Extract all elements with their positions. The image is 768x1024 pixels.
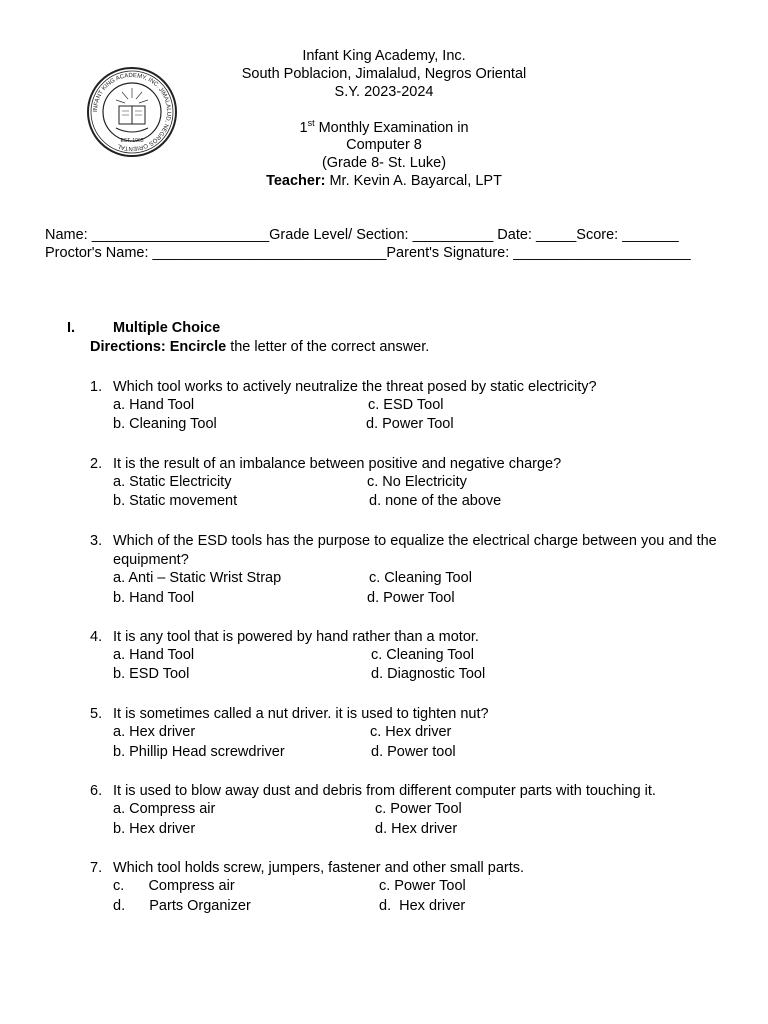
question-text: Which of the ESD tools has the purpose to equalize the electrical charge between you and the equipment?	[113, 533, 717, 568]
question-2: 2. It is the result of an imbalance between positive and negative charge?	[90, 455, 730, 474]
option: b. Static movement	[113, 493, 238, 509]
question-1: 1. Which tool works to actively neutralize the threat posed by static electricity?	[90, 378, 730, 397]
option: a. Hand Tool	[113, 397, 195, 413]
option: d. Diagnostic Tool	[371, 666, 486, 682]
svg-text:EST. 1965: EST. 1965	[120, 138, 144, 144]
option: c. Power Tool	[375, 801, 462, 817]
school-name: Infant King Academy, Inc.	[302, 48, 466, 64]
question-4: 4. It is any tool that is powered by hand rather than a motor.	[90, 628, 730, 647]
option: d. Hex driver	[375, 821, 458, 837]
option: d. none of the above	[369, 493, 502, 509]
option: d. Power Tool	[367, 590, 455, 606]
question-text: Which tool works to actively neutralize the threat posed by static electricity?	[113, 379, 597, 395]
option: a. Hex driver	[113, 724, 196, 740]
option: b. Cleaning Tool	[113, 416, 217, 432]
school-year: S.Y. 2023-2024	[334, 84, 434, 100]
option: c. No Electricity	[367, 474, 467, 490]
student-info-line: Name: ______________________Grade Level/ Section: __________ Date: _____Score: _______	[45, 227, 679, 243]
exam-subject: Computer 8	[346, 137, 422, 153]
grade-section: (Grade 8- St. Luke)	[321, 155, 447, 171]
teacher-line: Teacher: Mr. Kevin A. Bayarcal, LPT	[266, 173, 502, 189]
option: c. Cleaning Tool	[371, 647, 474, 663]
directions: Directions: Encircle the letter of the correct answer.	[90, 339, 430, 355]
option: d. Hex driver	[379, 898, 466, 914]
option: c. Power Tool	[379, 878, 466, 894]
option: b. Hand Tool	[113, 590, 195, 606]
option: c. Compress air	[113, 878, 235, 894]
option: a. Compress air	[113, 801, 216, 817]
option: d. Power Tool	[366, 416, 454, 432]
question-text: It is any tool that is powered by hand rather than a motor.	[113, 629, 479, 645]
question-5: 5. It is sometimes called a nut driver. it is used to tighten nut?	[90, 705, 730, 724]
option: b. Phillip Head screwdriver	[113, 744, 285, 760]
section-heading: I. Multiple Choice	[67, 320, 221, 336]
proctor-info-line: Proctor's Name: _____________________________Parent's Signature: ______________________	[45, 245, 691, 261]
option: c. Cleaning Tool	[369, 570, 472, 586]
option: a. Anti – Static Wrist Strap	[113, 570, 282, 586]
question-text: It is sometimes called a nut driver. it is used to tighten nut?	[113, 706, 489, 722]
question-3: 3. Which of the ESD tools has the purpose to equalize the electrical charge between you and the equipment?	[90, 532, 730, 570]
option: a. Static Electricity	[113, 474, 232, 490]
svg-text:INFANT KING ACADEMY, INC. JIMA: INFANT KING ACADEMY, INC. JIMALALUD, NEGROS ORIENTAL	[92, 72, 172, 152]
option: d. Power tool	[371, 744, 456, 760]
question-text: It is the result of an imbalance between positive and negative charge?	[113, 456, 562, 472]
exam-title: 1st Monthly Examination in	[299, 118, 469, 136]
option: b. ESD Tool	[113, 666, 190, 682]
option: b. Hex driver	[113, 821, 196, 837]
option: d. Parts Organizer	[113, 898, 251, 914]
option: a. Hand Tool	[113, 647, 195, 663]
option: c. ESD Tool	[368, 397, 444, 413]
question-text: Which tool holds screw, jumpers, fastener and other small parts.	[113, 860, 525, 876]
school-address: South Poblacion, Jimalalud, Negros Oriental	[241, 66, 527, 82]
option: c. Hex driver	[370, 724, 452, 740]
question-6: 6. It is used to blow away dust and debris from different computer parts with touching it.	[90, 782, 730, 801]
question-text: It is used to blow away dust and debris from different computer parts with touching it.	[113, 783, 656, 799]
question-7: 7. Which tool holds screw, jumpers, fastener and other small parts.	[90, 859, 730, 878]
